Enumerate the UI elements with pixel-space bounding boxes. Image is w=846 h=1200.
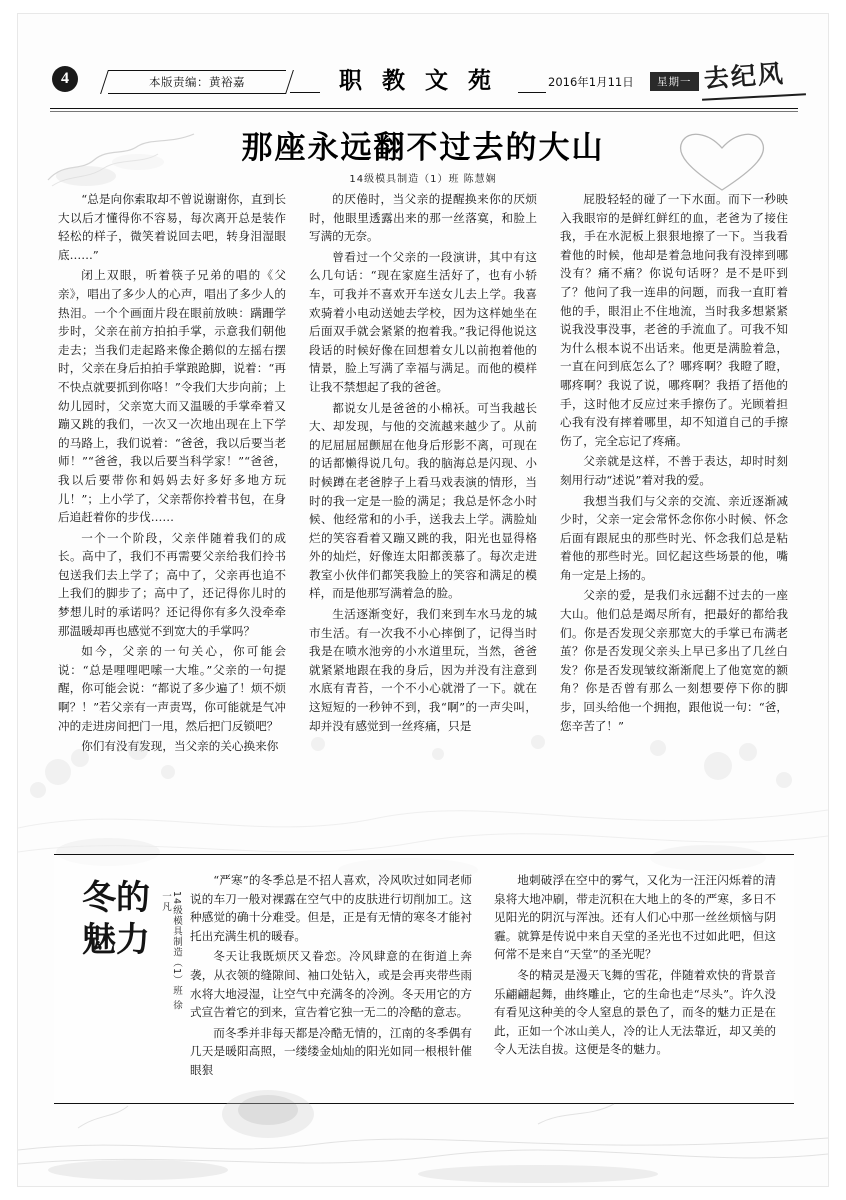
masthead-rule-right [518,92,546,93]
publication-date: 2016年1月11日 [548,75,634,89]
masthead-divider-secondary [50,111,798,112]
article-byline: 14级模具制造（1）班 陈慧娴 [349,174,497,185]
paragraph: “总是向你索取却不曾说谢谢你，直到长大以后才懂得你不容易，每次离开总是装作轻松的样子，微笑着说回去吧，转身泪湿眼底……” [58,192,286,262]
secondary-article-body [190,871,776,1082]
masthead-rule-left [290,92,320,93]
paragraph: 都说女儿是爸爸的小棉袄。可当我越长大、却发现，与他的交流越来越少了。从前的尼屈屈屈颤屈在他身后形影不离，可现在的话都懒得说几句。我的脑海总是闪现、小时候蹲在老爸脖子上看马戏表演的情形，当时的我一定是一脸的满足；我总是怀念小时候、他经常和的小手，送我去上学。满脸灿烂的笑容看着又蹦又跳的我，阳光也显得格外的灿烂，好像连太阳都羡慕了。每次走进教室小伙伴们都笑我脸上的笑容和满足的模样，而是他那写满着急的脸。 [309,400,537,601]
paragraph: “严寒”的冬季总是不招人喜欢，冷风吹过如同老师说的车刀一般对裸露在空气中的皮肤进行切削加工。这种感觉的确十分难受。但是，正是有无情的寒冬才能衬托出充满生机的暖春。 [190,873,472,943]
paragraph: 的厌倦时，当父亲的提醒换来你的厌烦时，他眼里透露出来的那一丝落寞，和脸上写满的无奈。 [309,192,537,244]
publication-logo: 去纪风 [702,58,786,94]
secondary-column-1 [190,871,472,1082]
landscape-illustration-icon [18,1084,828,1186]
masthead [18,56,828,110]
weekday-badge: 星期一 [650,72,699,91]
article-secondary [54,854,794,1104]
article-column-1 [58,190,286,758]
newspaper-sheet [18,14,828,1186]
paragraph: 闭上双眼，听着筷子兄弟的唱的《父亲》，唱出了多少人的心声，唱出了多少人的热泪。一个个画面片段在眼前放映：蹒跚学步时，父亲在前方拍拍手掌，示意我们朝他走去；当我们走起路来像企鹅似的左摇右摆时，父亲在身后拍拍手掌踉跄脚，说着：“再不快点就要抓到你咯！”令我们大步向前；上幼儿园时，父亲宽大而又温暖的手掌牵着又蹦又跳的我们，一次又一次地出现在上下学的马路上，我们说着：“爸爸，我以后要当老师！”“爸爸，我以后要当科学家！”“爸爸，我以后要带你和妈妈去好多好多地方玩儿！”；上小学了，父亲帮你拎着书包，在身后追赶着你的步伐…… [58,268,286,525]
paragraph: 父亲就是这样，不善于表达，却时时刻刻用行动“述说”着对我的爱。 [560,454,788,487]
paragraph: 父亲的爱，是我们永远翻不过去的一座大山。他们总是竭尽所有，把最好的都给我们。你是否发现父亲那宽大的手掌已布满老茧？你是否发现父亲头上早已多出了几丝白发？你是否发现皱纹渐渐爬上了他宽宽的额角？你是否曾有那么一刻想要停下你的脚步，回头给他一个拥抱，跟他说一句：“爸，您辛苦了！” [560,588,788,733]
article-column-3 [560,190,788,758]
paragraph: 冬天让我既烦厌又眷恋。冷风肆意的在街道上奔袭，从衣领的缝隙间、袖口处钻入，或是会再夹带些雨水将大地浸湿，让空气中充满冬的冷洌。冬天用它的方式宣告着它的到来，宣告着它独一无二的冷酷的意志。 [190,949,472,1020]
paragraph: 地刺破浮在空中的雾气，又化为一汪汪闪烁着的清泉将大地冲刷，带走沉积在大地上的冬的严寒，多日不见阳光的阴沉与浑浊。还有人们心中那一丝丝烦恼与阴霾。就算是传说中来自天堂的圣光也不过如此吧，但这何常不是来自“天堂”的圣光呢？ [494,873,776,962]
paragraph: 一个一个阶段，父亲伴随着我们的成长。高中了，我们不再需要父亲给我们拎书包送我们去上学了；高中了，父亲再也追不上我们的脚步了；高中了，还记得你儿时的梦想儿时的承诺吗？还记得你有多久没牵牵那温暖却再也感觉不到宽大的手掌吗？ [58,530,286,638]
page-number: 4 [52,66,78,92]
paragraph: 我想当我们与父亲的交流、亲近逐渐减少时，父亲一定会常怀念你你小时候、怀念后面有跟屁虫的那些时光、怀念我们总是粘着他的那些时光。回忆起这些场景的他，嘴角一定是上扬的。 [560,493,788,582]
section-title: 职 教 文 苑 [338,67,498,94]
secondary-article-title: 冬的魅力 [82,878,150,960]
editor-credit: 本版责编：黄裕嘉 [108,70,286,94]
article-title: 那座永远翻不过去的大山 [241,130,605,166]
paragraph: 你们有没有发现，当父亲的关心换来你 [81,739,279,754]
secondary-column-2 [494,871,776,1082]
article-body [58,190,788,758]
paragraph: 生活逐渐变好，我们来到车水马龙的城市生活。有一次我不小心摔倒了，记得当时我是在喷水池旁的小水道里玩，当然，爸爸就紧紧地跟在我的身后，因为并没有注意到水底有青苔，一个不小心就滑了一下。就在这短短的一秒钟不到，我“啊”的一声尖叫，却并没有感觉到一丝疼痛，只是 [309,607,537,733]
article-column-2 [309,190,537,758]
masthead-divider [50,108,798,109]
secondary-article-byline: 14级模具制造（1）班 徐一凡 [160,891,182,1011]
paragraph: 如今，父亲的一句关心，你可能会说：“总是哩哩吧嗦一大堆。”父亲的一句提醒，你可能会说：“都说了多少遍了！烦不烦啊？！”若父亲有一声责骂，你可能就是气冲冲的走进房间把门一甩，然后把门反锁吧？ [58,644,286,733]
paragraph: 而冬季并非每天都是冷酷无情的，江南的冬季偶有几天是暖阳高照，一缕缕金灿灿的阳光如同一根根针催眼狠 [190,1025,472,1077]
paragraph: 屁股轻轻的碰了一下水面。而下一秒映入我眼帘的是鲜红鲜红的血，老爸为了接住我，手在水泥板上狠狠地擦了一下。当我看着他的时候，他却是着急地问我有没摔到哪没有？痛不痛？你说句话呀？是不是吓到了？他问了我一连串的问题，而我一直盯着他的手，眼泪止不住地流，当时我多想紧紧说我没事没事，老爸的手流血了。可我不知为什么根本说不出话来。他更是满脸着急，一直在问到底怎么了？哪疼啊？我瞪了瞪，哪疼啊？我说了说，哪疼啊？我捂了捂他的手，这时他才反应过来手擦伤了。光顾着担心我有没有摔着哪里，却不知道自己的手擦伤了，完全忘记了疼痛。 [560,192,788,448]
paragraph: 曾看过一个父亲的一段演讲，其中有这么几句话：“现在家庭生活好了，也有小轿车，可我并不喜欢开车送女儿去上学。我喜欢骑着小电动送她去学校，因为这样她坐在后面双手就会紧紧的抱着我。”我记得他说这段话的时候好像在回想着女儿以前抱着他的情景，脸上写满了幸福与满足。而他的模样让我不禁想起了我的爸爸。 [309,249,537,394]
paragraph: 冬的精灵是漫天飞舞的雪花，伴随着欢快的背景音乐翩翩起舞，曲终雕止，它的生命也走“尽头”。许久没有看见这种美的令人窒息的景色了，而冬的魅力正是在此，正如一个冰山美人，冷的让人无法靠近，却又美的令人无法自拔。这便是冬的魅力。 [494,967,776,1057]
